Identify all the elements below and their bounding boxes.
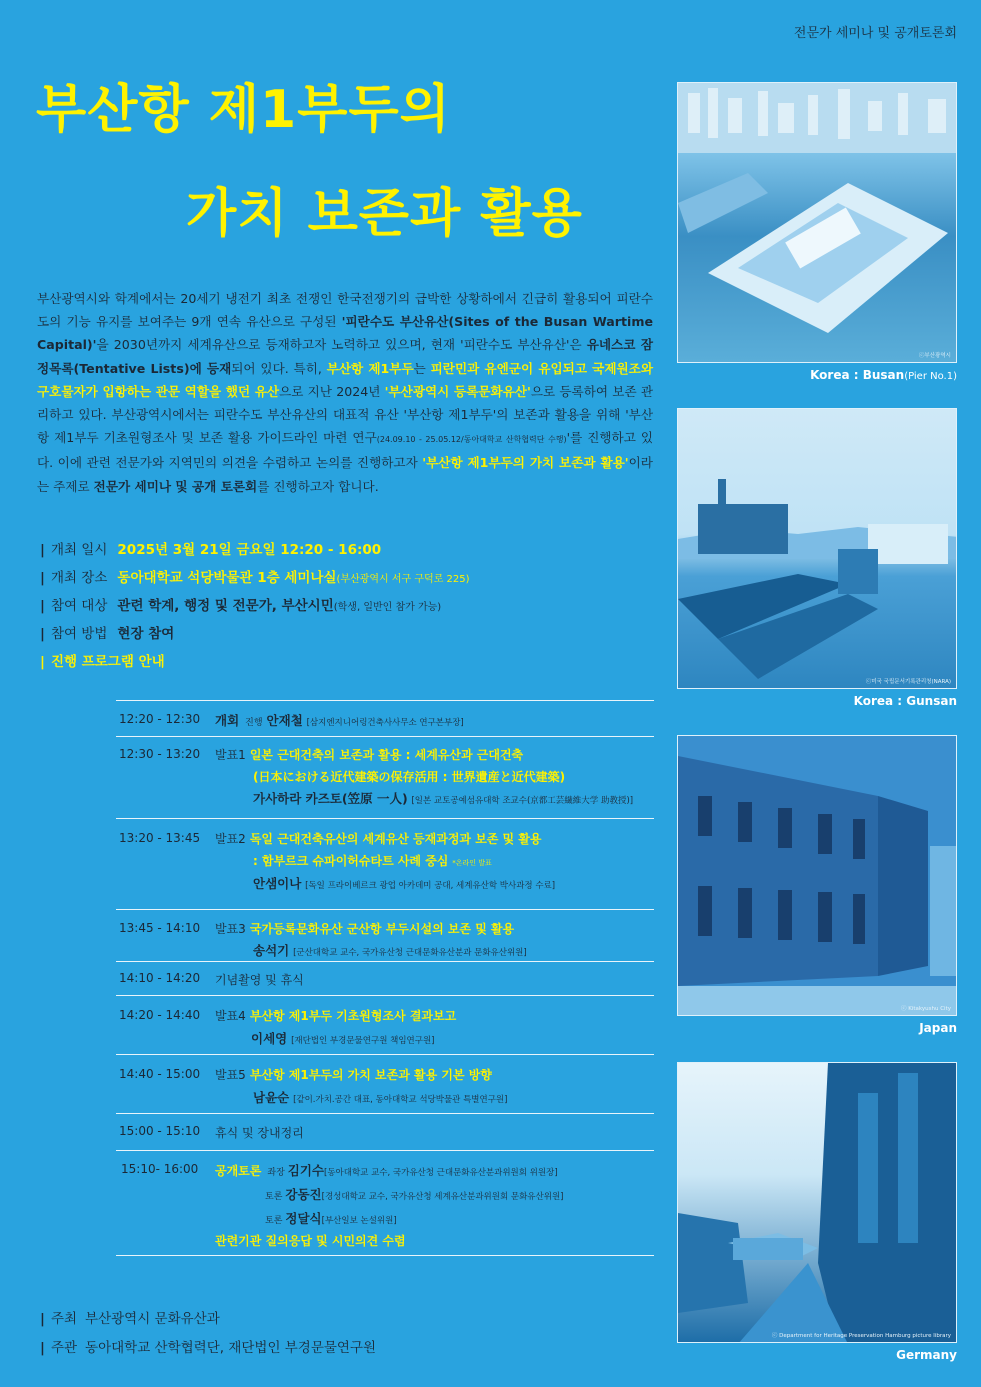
program-row: 12:30 - 13:20 발표1 일본 근대건축의 보존과 활용 : 세계유산과 근대건축 (日本における近代建築の保存活用 : 世界遺産と近代建築) 가사하라 카즈토(笠原 一人) [일본 교토공예섬유대학 조교수(京都工芸繊維大学 助教授)]	[116, 736, 654, 818]
photo-busan	[677, 82, 957, 382]
photo-caption-busan: Korea : Busan(Pier No.1)	[810, 368, 957, 382]
info-target: | 참여 대상 관련 학계, 행정 및 전문가, 부산시민(학생, 일반인 참가 가능)	[40, 598, 442, 614]
footer-organizer: | 주관 동아대학교 산학협력단, 재단법인 부경문물연구원	[40, 1340, 377, 1356]
program-row: 14:10 - 14:20 기념촬영 및 휴식	[116, 961, 654, 995]
program-row: 15:00 - 15:10 휴식 및 장내정리	[116, 1113, 654, 1150]
intro-paragraph: 부산광역시와 학계에서는 20세기 냉전기 최초 전쟁인 한국전쟁기의 급박한 상황하에서 긴급히 활용되어 피란수도의 기능 유지를 보여주는 9개 연속 유산으로 구성된 '피란수도 부산유산(Sites of the Busan Wartime Capital)'을 2030년까지 세계유산으로 등재하고자 노력하고 있으며, 현재 '피란수도 부산유산'은 유네스코 잠정목록(Tentative Lists)에 등재되어 있다. 특히, 부산항 제1부두는 피란민과 유엔군이 유입되고 국제원조와 구호물자가 입항하는 관문 역할을 했던 유산으로 지난 2024년 '부산광역시 등록문화유산'으로 등록하여 보존 관리하고 있다. 부산광역시에서는 피란수도 부산유산의 대표적 유산 '부산항 제1부두'의 보존과 활용을 위해 '부산항 제1부두 기초원형조사 및 보존 활용 가이드라인 마련 연구(24.09.10 - 25.05.12/동아대학교 산학협력단 수행)'를 진행하고 있다. 이에 관련 전문가와 지역민의 의견을 수렴하고 논의를 진행하고자 '부산항 제1부두의 가치 보존과 활용'이라는 주제로 전문가 세미나 및 공개 토론회를 진행하고자 합니다.	[37, 291, 654, 494]
busan-pier-illustration	[678, 83, 957, 363]
photo-japan	[677, 735, 957, 1035]
info-date: | 개최 일시 2025년 3월 21일 금요일 12:20 - 16:00	[40, 542, 382, 558]
program-row: 14:20 - 14:40 발표4 부산항 제1부두 기초원형조사 결과보고 이세영 [재단법인 부경문물연구원 책임연구원]	[116, 995, 654, 1054]
program-row: 14:40 - 15:00 발표5 부산항 제1부두의 가치 보존과 활용 기본 방향 남윤순 [같이.가치.공간 대표, 동아대학교 석당박물관 특별연구원]	[116, 1054, 654, 1113]
japan-building-illustration	[678, 736, 957, 1016]
program-heading: | 진행 프로그램 안내	[40, 654, 165, 670]
event-type-label: 전문가 세미나 및 공개토론회	[793, 26, 957, 41]
germany-speicherstadt-illustration	[678, 1063, 957, 1343]
germany-speicherstadt-image: ⓒ Department for Heritage Preservation Hamburg picture library	[677, 1062, 957, 1343]
photo-gunsan	[677, 408, 957, 708]
program-row: 13:45 - 14:10 발표3 국가등록문화유산 군산항 부두시설의 보존 및 활용 송석기 [군산대학교 교수, 국가유산청 근대문화유산분과 문화유산위원]	[116, 909, 654, 961]
info-place: | 개최 장소 동아대학교 석당박물관 1층 세미나실(부산광역시 서구 구덕로 225)	[40, 570, 470, 586]
busan-pier-image: ⓒ부산광역시	[677, 82, 957, 363]
title-line-2: 가치 보존과 활용	[186, 184, 583, 244]
gunsan-harbor-illustration	[678, 409, 957, 689]
photo-caption-germany: Germany	[896, 1348, 957, 1362]
program-row: 13:20 - 13:45 발표2 독일 근대건축유산의 세계유산 등재과정과 보존 및 활용 : 함부르크 슈파이허슈타트 사례 중심 *온라인 발표 안샘이나 [독일 프라이베르크 광업 아카데미 공대, 세계유산학 박사과정 수료]	[116, 818, 654, 909]
japan-building-image: ⓒ Kitakyushu City	[677, 735, 957, 1016]
program-row: 12:20 - 12:30 개회 진행 안재철 [삼지엔지니어링건축사사무소 연구본부장]	[116, 700, 654, 736]
program-table	[116, 700, 654, 1256]
gunsan-harbor-image: ⓒ미국 국립문서기록관리청(NARA)	[677, 408, 957, 689]
title-line-1: 부산항 제1부두의	[36, 80, 451, 140]
photo-caption-gunsan: Korea : Gunsan	[853, 694, 957, 708]
program-row: 15:10- 16:00 공개토론 좌장 김기수[동아대학교 교수, 국가유산청 근대문화유산분과위원회 위원장] 토론 강동진[경성대학교 교수, 국가유산청 세계유산분과위원회 문화유산위원] 토론 정달식[부산일보 논설위원] 관련기관 질의응답 및 시민의견 수렴	[116, 1150, 654, 1256]
photo-caption-japan: Japan	[919, 1021, 957, 1035]
photo-germany	[677, 1062, 957, 1362]
footer-host: | 주최 부산광역시 문화유산과	[40, 1311, 220, 1327]
info-method: | 참여 방법 현장 참여	[40, 626, 175, 642]
